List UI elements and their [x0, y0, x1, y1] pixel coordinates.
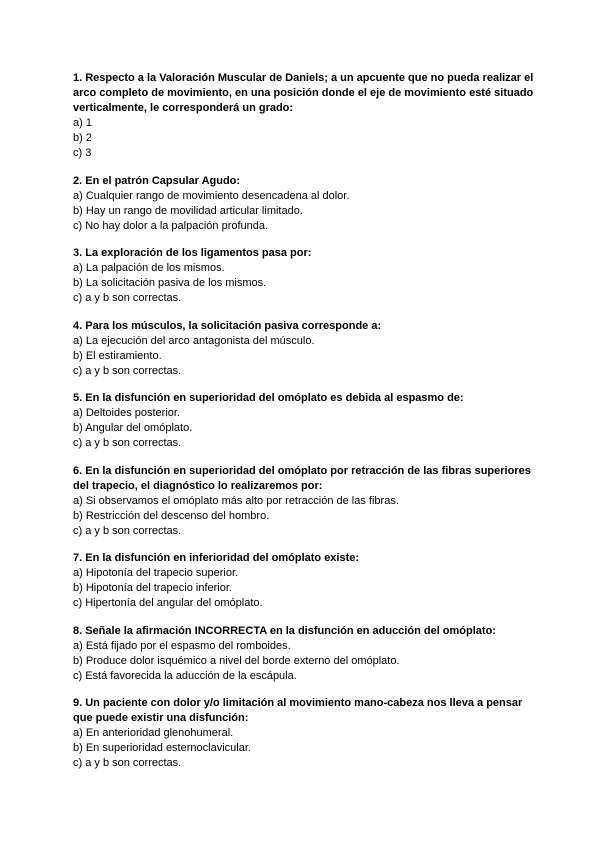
option-b: b) Hay un rango de movilidad articular limitado. — [73, 204, 303, 217]
question-text: 3. La exploración de los ligamentos pasa por: — [73, 247, 312, 259]
option-c: c) Está favorecida la aducción de la escápula. — [73, 669, 297, 682]
question-6 — [73, 464, 540, 539]
option-a: a) La ejecución del arco antagonista del músculo. — [73, 334, 315, 347]
question-5 — [73, 391, 540, 451]
option-a: a) Está fijado por el espasmo del romboides. — [73, 639, 291, 652]
question-text: 8. Señale la afirmación INCORRECTA en la disfunción en aducción del omóplato: — [73, 624, 496, 637]
option-c: c) a y b son correctas. — [73, 437, 182, 449]
option-a: a) Cualquier rango de movimiento desencadena al dolor. — [73, 189, 350, 202]
question-8 — [73, 624, 540, 684]
option-b: b) Produce dolor isquémico a nivel del borde externo del omóplato. — [73, 654, 400, 667]
question-text: 6. En la disfunción en superioridad del omóplato por retracción de las fibras superiores del trapecio, el diagnóstico lo realizaremos por: — [73, 464, 531, 492]
option-c: c) a y b son correctas. — [73, 292, 182, 304]
option-a: a) Deltoides posterior. — [73, 407, 180, 419]
option-b: b) En superioridad esternoclavicular. — [73, 742, 251, 754]
question-text: 1. Respecto a la Valoración Muscular de Daniels; a un apcuente que no pueda realizar el arco completo de movimiento, en una posición donde el eje de movimiento esté situado verticalmente, le corresponderá un grado: — [73, 72, 534, 114]
option-c: c) 3 — [73, 147, 92, 159]
option-c: c) Hipertonía del angular del omóplato. — [73, 597, 263, 609]
option-c: c) a y b son correctas. — [73, 524, 182, 537]
option-a: a) La palpación de los mismos. — [73, 262, 225, 274]
question-9 — [73, 696, 540, 771]
option-b: b) El estiramiento. — [73, 349, 162, 362]
question-text: 2. En el patrón Capsular Agudo: — [73, 174, 241, 187]
option-b: b) 2 — [73, 132, 92, 144]
question-3 — [73, 246, 540, 306]
option-a: a) En anterioridad glenohumeral. — [73, 727, 234, 739]
option-a: a) 1 — [73, 117, 92, 129]
option-c: c) No hay dolor a la palpación profunda. — [73, 219, 269, 232]
question-text: 7. En la disfunción en inferioridad del omóplato existe: — [73, 552, 360, 564]
option-c: c) a y b son correctas. — [73, 364, 182, 377]
question-2 — [73, 174, 540, 234]
option-a: a) Si observamos el omóplato más alto por retracción de las fibras. — [73, 494, 399, 507]
question-1 — [73, 71, 540, 161]
option-b: b) Hipotonía del trapecio inferior. — [73, 582, 232, 594]
question-text: 5. En la disfunción en superioridad del omóplato es debida al espasmo de: — [73, 392, 464, 404]
option-b: b) Angular del omóplato. — [73, 422, 193, 434]
question-7 — [73, 551, 540, 611]
option-a: a) Hipotonía del trapecio superior. — [73, 567, 239, 579]
question-text: 9. Un paciente con dolor y/o limitación al movimiento mano-cabeza nos lleva a pensar que puede existir una disfunción: — [73, 697, 523, 724]
question-4 — [73, 319, 540, 379]
option-b: b) La solicitación pasiva de los mismos. — [73, 277, 267, 289]
option-b: b) Restricción del descenso del hombro. — [73, 509, 270, 522]
question-text: 4. Para los músculos, la solicitación pasiva corresponde a: — [73, 319, 382, 332]
option-c: c) a y b son correctas. — [73, 757, 182, 769]
